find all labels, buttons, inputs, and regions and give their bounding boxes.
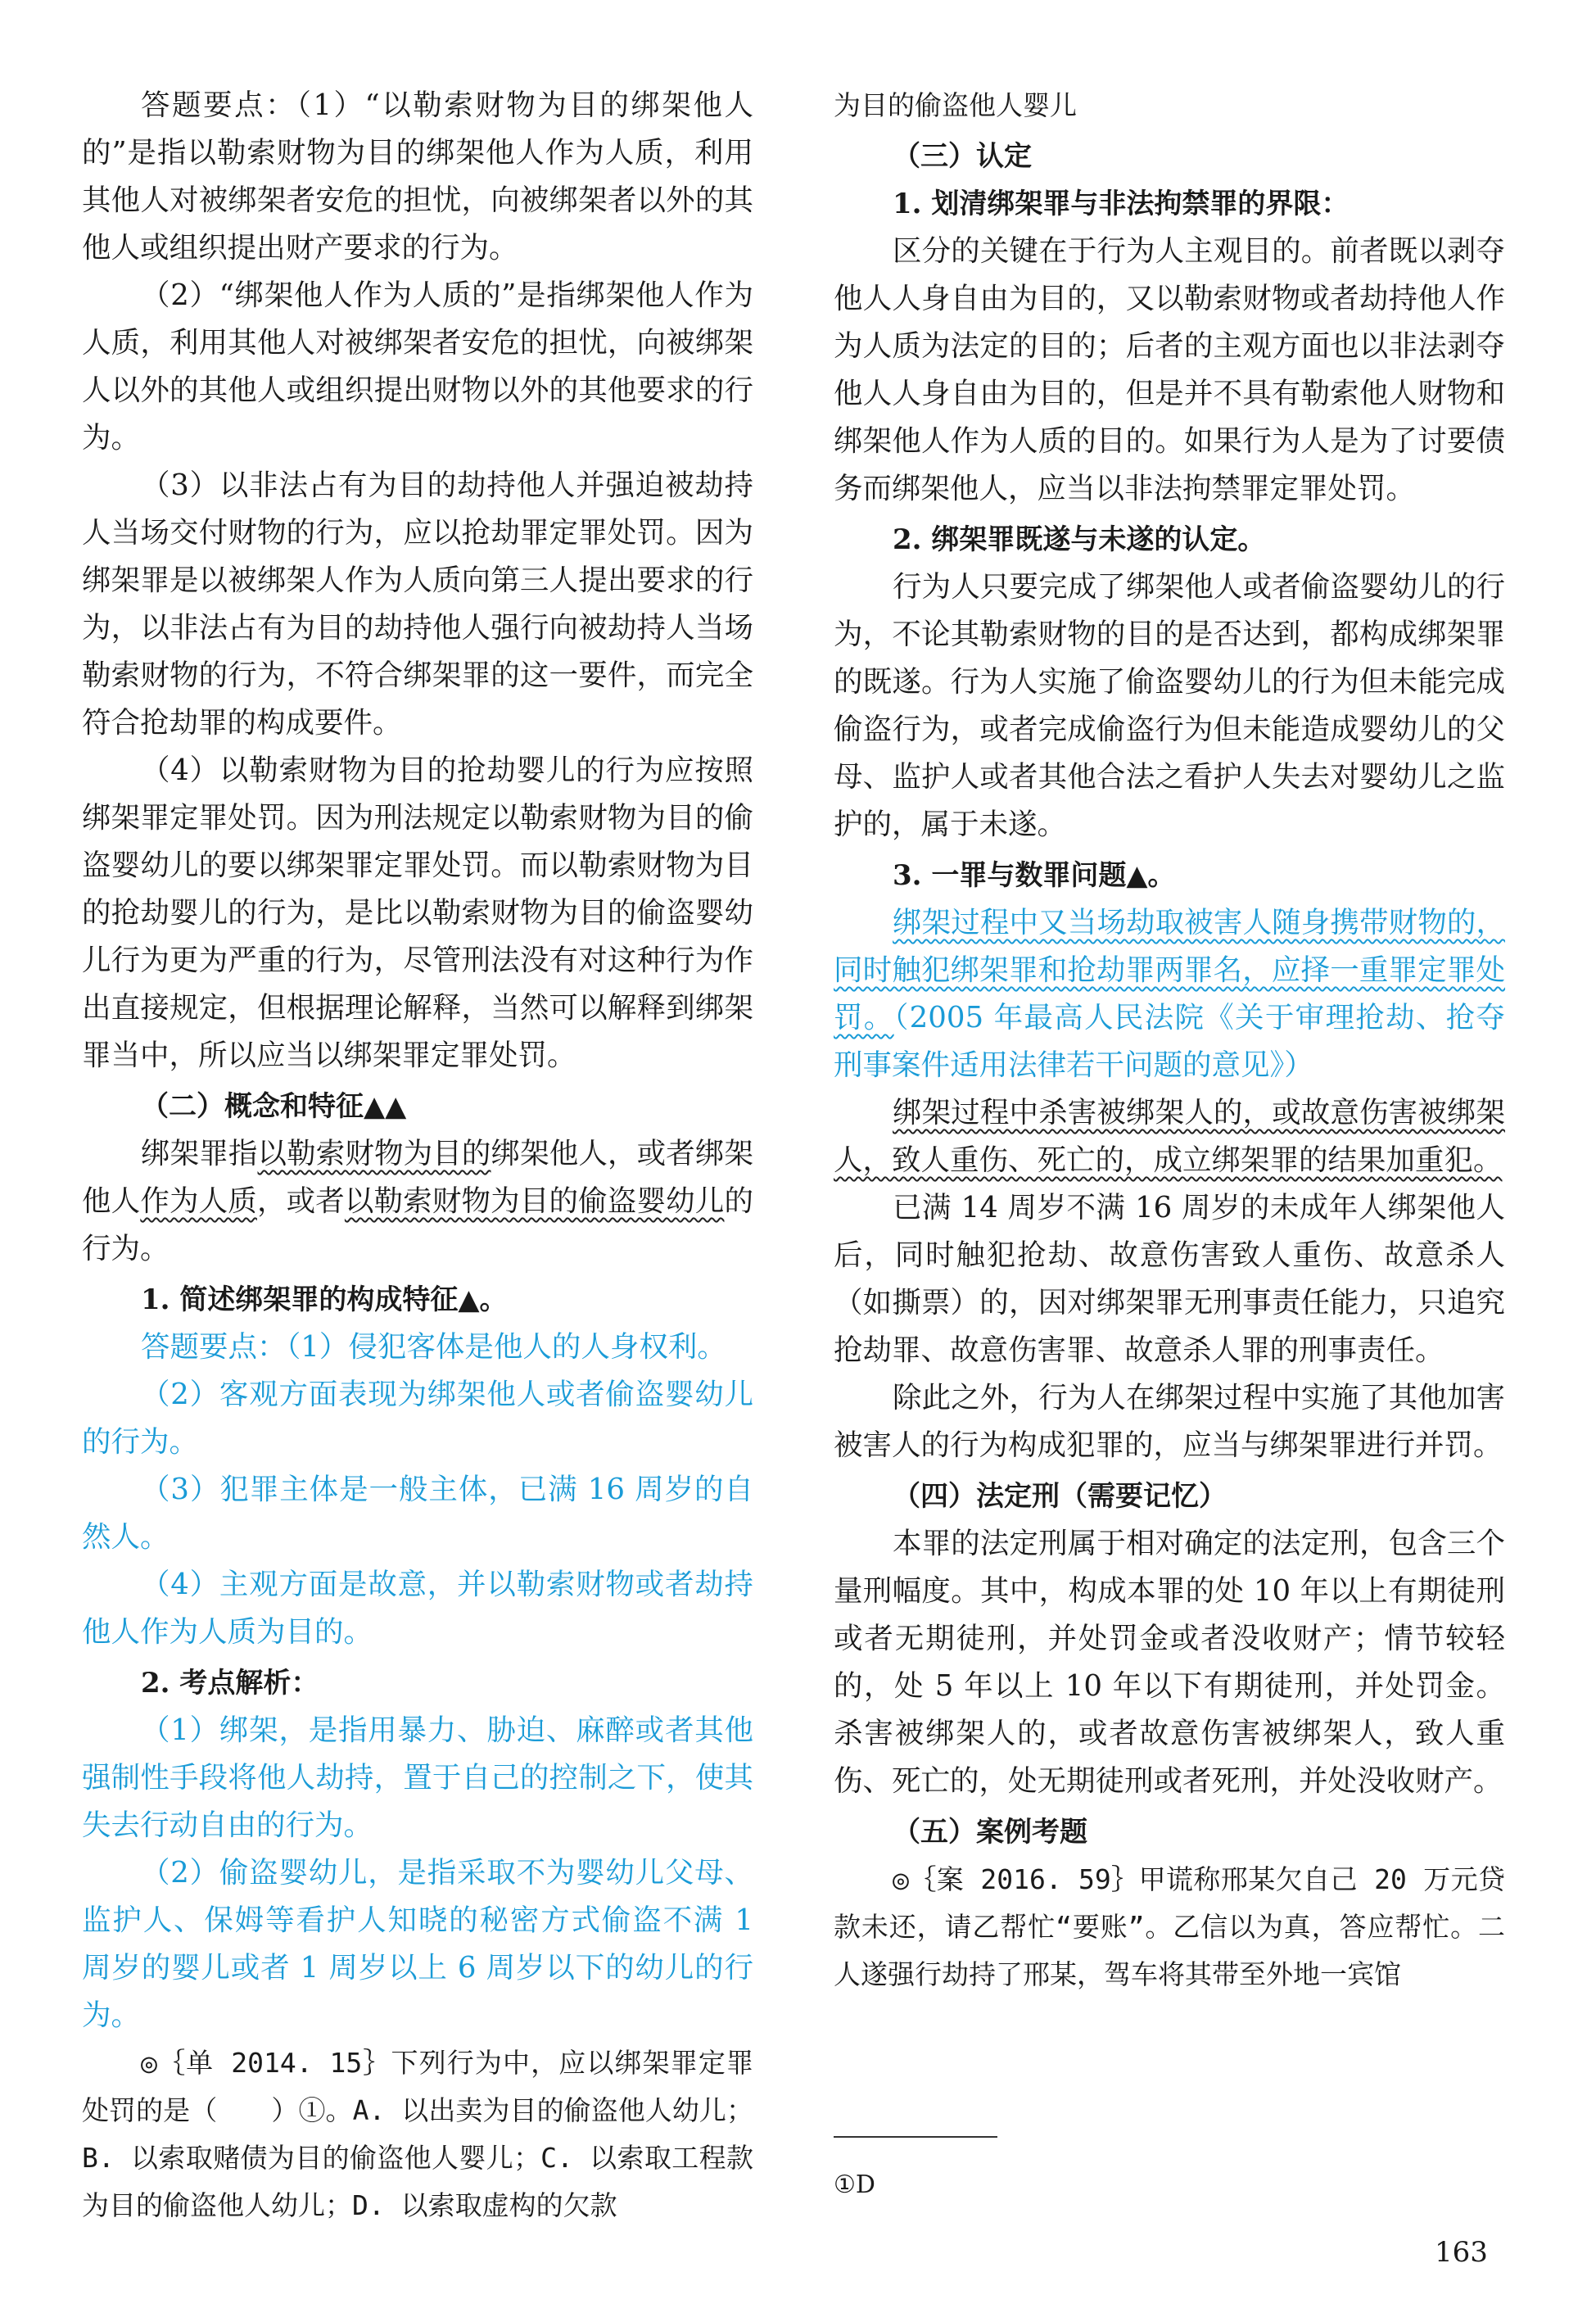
penalty-paragraph: 本罪的法定刑属于相对确定的法定刑，包含三个量刑幅度。其中，构成本罪的处 10 年以上有期徒刑或者无期徒刑，并处罚金或者没收财产；情节较轻的，处 5 年以上 10 年以下有期徒刑，并处罚金。杀害被绑架人的，或者故意伤害被绑架人，致人重伤、死亡的，处无期徒刑或者死刑，并处没收财产。: [834, 1527, 1505, 1798]
right-column: [834, 82, 1505, 1998]
analysis-2: （2）偷盗婴幼儿，是指采取不为婴幼儿父母、监护人、保姆等看护人知晓的秘密方式偷盗不满 1 周岁的婴儿或者 1 周岁以上 6 周岁以下的幼儿的行为。: [82, 1856, 753, 2032]
subheading-distinction: 1. 划清绑架罪与非法拘禁罪的界限：: [893, 188, 1350, 220]
exam-question-continued: 为目的偷盗他人婴儿: [834, 89, 1077, 121]
section-heading-cases: （五）案例考题: [893, 1816, 1087, 1849]
feature-3: （3）犯罪主体是一般主体，已满 16 周岁的自然人。: [82, 1473, 753, 1554]
subheading-features: 1. 简述绑架罪的构成特征▲。: [141, 1283, 508, 1316]
minor-rule: 已满 14 周岁不满 16 周岁的未成年人绑架他人后，同时触犯抢劫、故意伤害致人重伤、故意杀人（如撕票）的，因对绑架罪无刑事责任能力，只追究抢劫罪、故意伤害罪、故意杀人罪的刑事责任。: [834, 1191, 1505, 1367]
footnote: ①D: [834, 2170, 875, 2199]
answer-point-3: （3）以非法占有为目的劫持他人并强迫被劫持人当场交付财物的行为，应以抢劫罪定罪处罚。因为绑架罪是以被绑架人作为人质向第三人提出要求的行为，以非法占有为目的劫持他人强行向被劫持人当场勒索财物的行为，不符合绑架罪的这一要件，而完全符合抢劫罪的构成要件。: [82, 468, 753, 740]
definition-paragraph: 绑架罪指以勒索财物为目的绑架他人，或者绑架他人作为人质，或者以勒索财物为目的偷盗婴幼儿的行为。: [82, 1137, 753, 1265]
feature-2: （2）客观方面表现为绑架他人或者偷盗婴幼儿的行为。: [82, 1378, 753, 1459]
subheading-analysis: 2. 考点解析：: [141, 1667, 319, 1700]
left-column: [82, 82, 753, 2229]
distinction-paragraph: 区分的关键在于行为人主观目的。前者既以剥夺他人人身自由为目的，又以勒索财物或者劫持他人作为人质为法定的目的；后者的主观方面也以非法剥夺他人人身自由为目的，但是并不具有勒索他人财物和绑架他人作为人质的目的。如果行为人是为了讨要债务而绑架他人，应当以非法拘禁罪定罪处罚。: [834, 234, 1505, 505]
feature-4: （4）主观方面是故意，并以勒索财物或者劫持他人作为人质为目的。: [82, 1568, 753, 1649]
combined-punishment-rule: 除此之外，行为人在绑架过程中实施了其他加害被害人的行为构成犯罪的，应当与绑架罪进行并罚。: [834, 1381, 1505, 1462]
analysis-1: （1）绑架，是指用暴力、胁迫、麻醉或者其他强制性手段将他人劫持，置于自己的控制之下，使其失去行动自由的行为。: [82, 1713, 753, 1842]
page-number: 163: [1435, 2236, 1488, 2269]
section-heading-concept: （二）概念和特征▲▲: [141, 1090, 407, 1123]
answer-point-4: （4）以勒索财物为目的抢劫婴儿的行为应按照绑架罪定罪处罚。因为刑法规定以勒索财物为目的偷盗婴幼儿的要以绑架罪定罪处罚。而以勒索财物为目的抢劫婴儿的行为，是比以勒索财物为目的偷盗婴幼儿行为更为严重的行为，尽管刑法没有对这种行为作出直接规定，但根据理论解释，当然可以解释到绑架罪当中，所以应当以绑架罪定罪处罚。: [82, 754, 753, 1072]
case-question: ◎｛案 2016. 59｝甲谎称邢某欠自己 20 万元贷款未还，请乙帮忙“要账”。乙信以为真，答应帮忙。二人遂强行劫持了邢某，驾车将其带至外地一宾馆: [834, 1863, 1505, 1990]
footnote-divider: [834, 2136, 997, 2138]
section-heading-determination: （三）认定: [893, 140, 1032, 173]
feature-1: 答题要点：（1）侵犯客体是他人的人身权利。: [141, 1330, 726, 1364]
multiple-crimes-rule: 绑架过程中又当场劫取被害人随身携带财物的，同时触犯绑架罪和抢劫罪两罪名，应择一重罪定罪处罚。（2005 年最高人民法院《关于审理抢劫、抢夺刑事案件适用法律若干问题的意见》）: [834, 906, 1505, 1082]
aggravated-result-rule: 绑架过程中杀害被绑架人的，或故意伤害被绑架人，致人重伤、死亡的，成立绑架罪的结果加重犯。: [834, 1096, 1505, 1177]
answer-point-1: 答题要点：（1）“以勒索财物为目的绑架他人的”是指以勒索财物为目的绑架他人作为人质，利用其他人对被绑架者安危的担忧，向被绑架者以外的其他人或组织提出财产要求的行为。: [82, 88, 753, 265]
exam-question: ◎｛单 2014. 15｝下列行为中，应以绑架罪定罪处罚的是（ ）①。A. 以出卖为目的偷盗他人幼儿；B. 以索取赌债为目的偷盗他人婴儿；C. 以索取工程款为目的偷盗他人幼儿；D. 以索取虚构的欠款: [82, 2047, 753, 2221]
answer-point-2: （2）“绑架他人作为人质的”是指绑架他人作为人质，利用其他人对被绑架者安危的担忧，向被绑架人以外的其他人或组织提出财物以外的其他要求的行为。: [82, 278, 753, 455]
subheading-completion: 2. 绑架罪既遂与未遂的认定。: [893, 523, 1266, 556]
completion-paragraph: 行为人只要完成了绑架他人或者偷盗婴幼儿的行为，不论其勒索财物的目的是否达到，都构成绑架罪的既遂。行为人实施了偷盗婴幼儿的行为但未能完成偷盗行为，或者完成偷盗行为但未能造成婴幼儿的父母、监护人或者其他合法之看护人失去对婴幼儿之监护的，属于未遂。: [834, 570, 1505, 841]
section-heading-penalty: （四）法定刑（需要记忆）: [893, 1480, 1227, 1513]
subheading-multiple-crimes: 3. 一罪与数罪问题▲。: [893, 859, 1176, 892]
